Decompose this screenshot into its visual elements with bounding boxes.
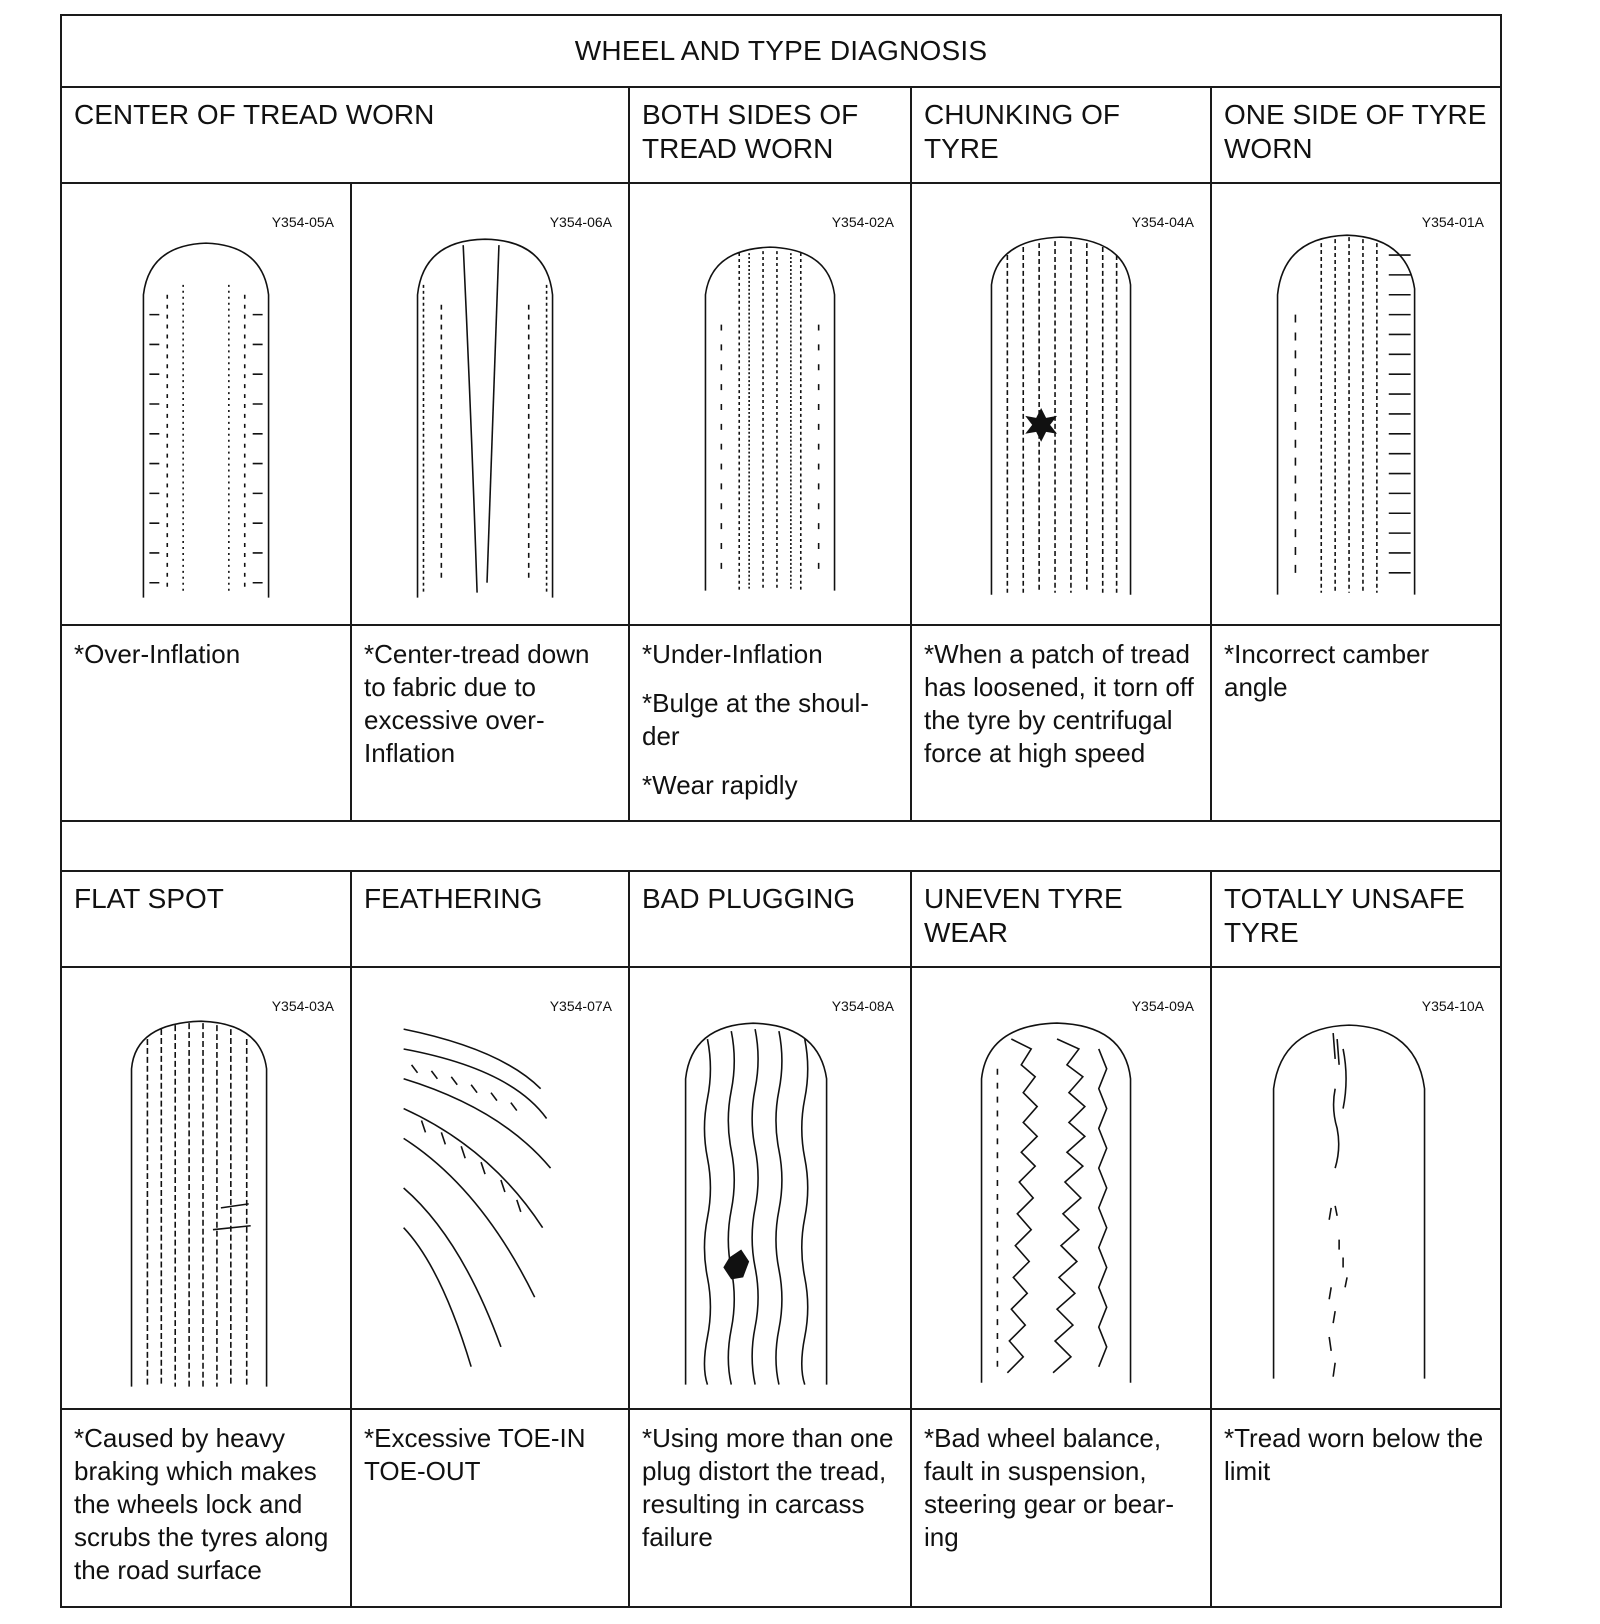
tyre-unsafe-illustration [1212, 968, 1500, 1408]
tyre-bad-plugging-illustration [630, 968, 910, 1408]
desc-text: *Over-Inflation [74, 639, 241, 669]
desc-text: *Under-Inflation [642, 639, 823, 669]
table-spacer-row [61, 821, 1501, 871]
figure-code: Y354-05A [271, 214, 334, 230]
desc-text: *Using more than one plug distort the tread, resulting in carcass failure [642, 1423, 894, 1552]
figure-code: Y354-03A [271, 998, 334, 1014]
desc-text: *Excessive TOE-IN TOE-OUT [364, 1423, 586, 1486]
tyre-center-fabric-illustration [352, 184, 628, 624]
header-center-of-tread-worn: CENTER OF TREAD WORN [61, 87, 629, 183]
figure-code: Y354-10A [1421, 998, 1485, 1014]
desc-center-tread-down [351, 625, 629, 821]
desc-text: *Incorrect camber angle [1224, 639, 1430, 702]
figure-code: Y354-07A [549, 998, 612, 1014]
tyre-chunking-illustration [912, 184, 1210, 624]
header-feathering: FEATHERING [351, 871, 629, 967]
desc-uneven-wear [911, 1409, 1211, 1607]
tyre-diagnosis-table [60, 14, 1502, 1608]
header-chunking-of-tyre: CHUNKING OF TYRE [911, 87, 1211, 183]
desc-text: *Bulge at the shoul-der [642, 688, 869, 751]
figure-code: Y354-02A [831, 214, 894, 230]
desc-chunking [911, 625, 1211, 821]
figure-cell-chunking [911, 183, 1211, 625]
figure-code: Y354-01A [1421, 214, 1485, 230]
figure-cell-feathering [351, 967, 629, 1409]
tyre-sides-worn-illustration [630, 184, 910, 624]
figure-code: Y354-04A [1131, 214, 1194, 230]
figure-cell-uneven-wear [911, 967, 1211, 1409]
header-bad-plugging: BAD PLUGGING [629, 871, 911, 967]
figure-code: Y354-08A [831, 998, 894, 1014]
header-flat-spot: FLAT SPOT [61, 871, 351, 967]
desc-text: *Tread worn below the limit [1224, 1423, 1484, 1486]
desc-text: *When a patch of tread has loosened, it torn off the tyre by centrifugal force at high speed [924, 639, 1194, 768]
figure-cell-center-tread-down [351, 183, 629, 625]
tyre-feathering-illustration [352, 968, 628, 1408]
desc-text: *Bad wheel balance, fault in suspension, steering gear or bear-ing [924, 1423, 1175, 1552]
figure-cell-under-inflation [629, 183, 911, 625]
plug-mark [723, 1250, 749, 1280]
desc-flat-spot [61, 1409, 351, 1607]
figure-code: Y354-06A [549, 214, 612, 230]
figure-cell-flat-spot [61, 967, 351, 1409]
tyre-flat-spot-illustration [62, 968, 350, 1408]
desc-bad-plugging [629, 1409, 911, 1607]
table-title: WHEEL AND TYPE DIAGNOSIS [61, 15, 1501, 87]
tyre-uneven-wear-illustration [912, 968, 1210, 1408]
desc-over-inflation [61, 625, 351, 821]
tyre-center-worn-illustration [62, 184, 350, 624]
figure-cell-camber [1211, 183, 1501, 625]
figure-cell-unsafe [1211, 967, 1501, 1409]
header-totally-unsafe-tyre: TOTALLY UNSAFE TYRE [1211, 871, 1501, 967]
desc-text: *Center-tread down to fabric due to excessive over-Inflation [364, 639, 590, 768]
desc-camber [1211, 625, 1501, 821]
desc-under-inflation [629, 625, 911, 821]
desc-feathering [351, 1409, 629, 1607]
header-uneven-tyre-wear: UNEVEN TYRE WEAR [911, 871, 1211, 967]
figure-cell-over-inflation [61, 183, 351, 625]
header-one-side-of-tyre-worn: ONE SIDE OF TYRE WORN [1211, 87, 1501, 183]
chunk-missing-patch [1025, 408, 1057, 442]
desc-text: *Caused by heavy braking which makes the wheels lock and scrubs the tyres along the road surface [74, 1423, 329, 1585]
figure-code: Y354-09A [1131, 998, 1194, 1014]
header-both-sides-of-tread-worn: BOTH SIDES OF TREAD WORN [629, 87, 911, 183]
figure-cell-bad-plugging [629, 967, 911, 1409]
desc-text: *Wear rapidly [642, 770, 798, 800]
desc-unsafe [1211, 1409, 1501, 1607]
tyre-one-side-worn-illustration [1212, 184, 1500, 624]
